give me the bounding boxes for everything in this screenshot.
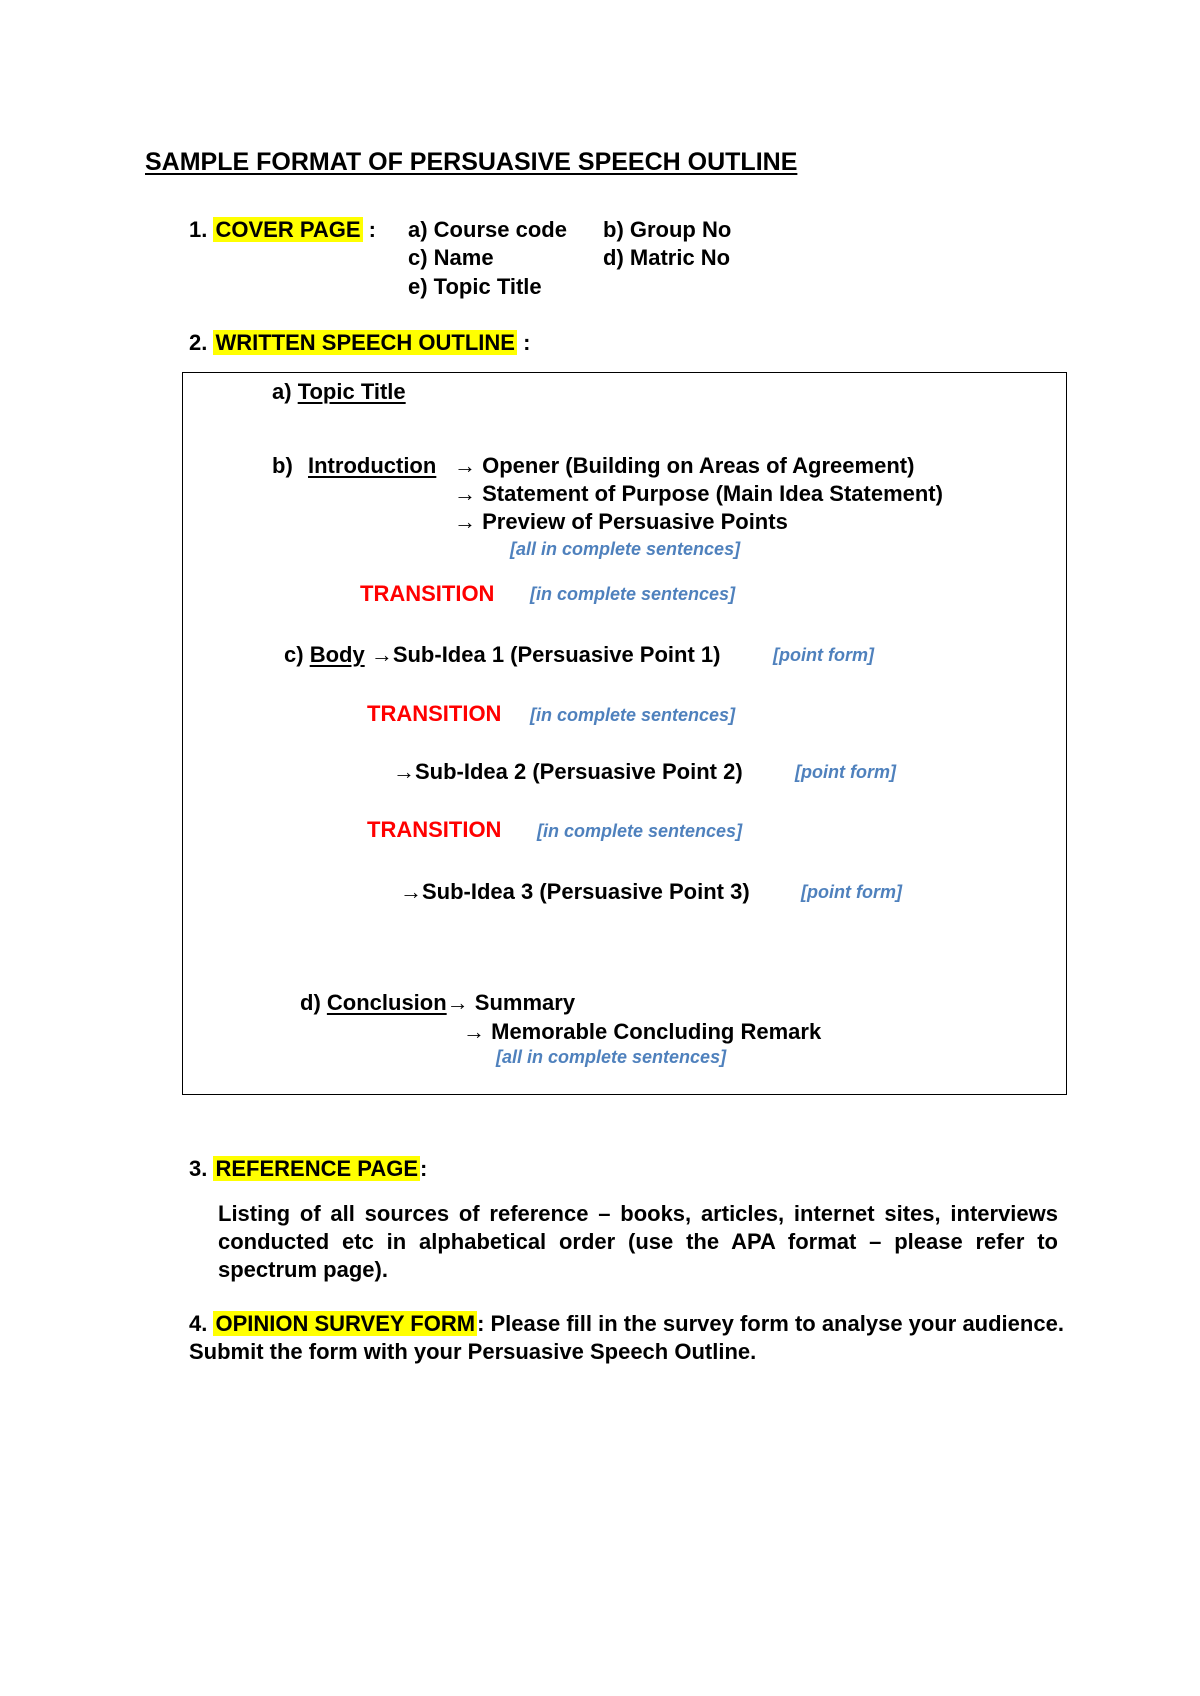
- intro-preview: → Preview of Persuasive Points: [454, 509, 788, 534]
- section-1-number: 1.: [189, 217, 208, 242]
- section-4-paragraph: [189, 1310, 1069, 1366]
- body-sub-idea-1: →Sub-Idea 1 (Persuasive Point 1): [370, 642, 721, 667]
- outline-conclusion-line-1: [300, 992, 575, 1014]
- section-3-number: 3.: [189, 1156, 208, 1181]
- transition-1-note: [in complete sentences]: [530, 584, 736, 604]
- section-4-number: 4.: [189, 1311, 208, 1336]
- outline-body-line-1: [284, 644, 720, 666]
- conclusion-summary: → Summary: [446, 990, 576, 1015]
- body-sub-idea-3: →Sub-Idea 3 (Persuasive Point 3): [400, 879, 750, 904]
- outline-d-prefix: d): [300, 990, 321, 1015]
- cover-item-matric-no: d) Matric No: [603, 245, 731, 270]
- body-sub-idea-1-note: [point form]: [773, 645, 874, 665]
- section-4-text: : Please fill in the survey form to analyse your audience. Submit the form with your Persuasive Speech Outline.: [189, 1311, 1064, 1364]
- section-3-heading: [189, 1158, 427, 1180]
- outline-c-label: Body: [309, 642, 365, 667]
- transition-3-note: [in complete sentences]: [537, 821, 743, 841]
- intro-statement-of-purpose: → Statement of Purpose (Main Idea Statement): [454, 481, 943, 506]
- section-1-separator: :: [368, 217, 376, 242]
- outline-a-prefix: a): [272, 379, 292, 404]
- section-1-heading: [189, 219, 376, 241]
- transition-3-label: TRANSITION: [367, 817, 502, 842]
- intro-note: [all in complete sentences]: [510, 539, 741, 559]
- intro-opener: → Opener (Building on Areas of Agreement): [454, 453, 915, 478]
- section-1-title: COVER PAGE: [215, 217, 361, 242]
- cover-item-course-code: a) Course code: [408, 217, 567, 242]
- section-3-text: Listing of all sources of reference – books, articles, internet sites, interviews conducted etc in alphabetical order (use the APA format – please refer to spectrum page).: [218, 1201, 1058, 1282]
- transition-2-label: TRANSITION: [367, 701, 502, 726]
- cover-item-name: c) Name: [408, 245, 494, 270]
- transition-1-label: TRANSITION: [360, 581, 495, 606]
- section-3-title: REFERENCE PAGE: [215, 1156, 418, 1181]
- conclusion-note: [all in complete sentences]: [496, 1047, 727, 1067]
- page-title: SAMPLE FORMAT OF PERSUASIVE SPEECH OUTLINE: [145, 148, 798, 176]
- outline-c-prefix: c): [284, 642, 304, 667]
- section-4-title: OPINION SURVEY FORM: [215, 1311, 476, 1336]
- outline-b-label: Introduction: [308, 453, 437, 478]
- outline-d-label: Conclusion: [326, 990, 447, 1015]
- section-2-title: WRITTEN SPEECH OUTLINE: [215, 330, 515, 355]
- conclusion-remark: → Memorable Concluding Remark: [463, 1019, 822, 1044]
- cover-item-topic-title: e) Topic Title: [408, 274, 542, 299]
- outline-b-prefix: b): [272, 453, 293, 478]
- body-sub-idea-2: →Sub-Idea 2 (Persuasive Point 2): [393, 759, 743, 784]
- body-sub-idea-2-note: [point form]: [795, 762, 896, 782]
- outline-a-label: Topic Title: [297, 379, 406, 404]
- cover-item-group-no: b) Group No: [603, 217, 732, 242]
- section-2-separator: :: [523, 330, 531, 355]
- section-3-separator: :: [420, 1156, 428, 1181]
- section-2-heading: [189, 332, 530, 354]
- transition-2-note: [in complete sentences]: [530, 705, 736, 725]
- body-sub-idea-3-note: [point form]: [801, 882, 902, 902]
- outline-topic-title: [272, 381, 406, 403]
- section-2-number: 2.: [189, 330, 208, 355]
